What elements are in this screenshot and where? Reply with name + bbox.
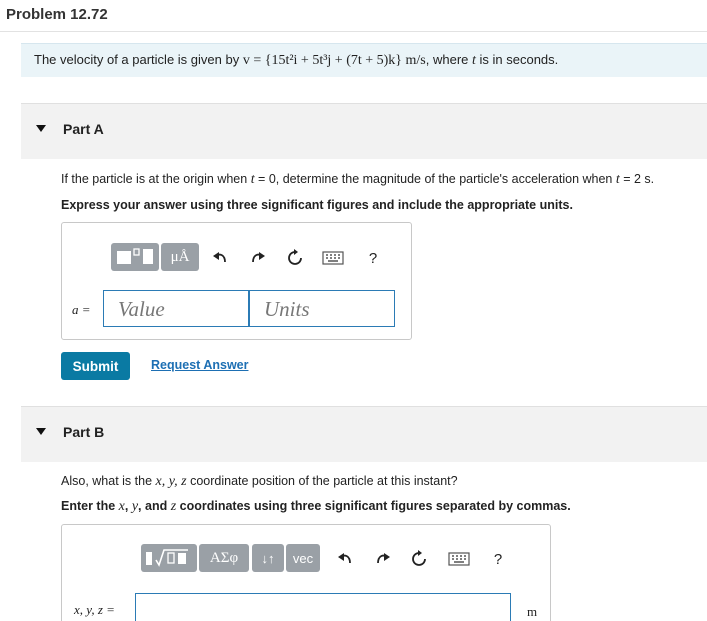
reset-icon[interactable] <box>284 247 306 269</box>
xyz-input[interactable] <box>135 593 511 621</box>
page-title: Problem 12.72 <box>6 6 108 23</box>
keyboard-icon[interactable] <box>322 247 344 269</box>
problem-text: The velocity of a particle is given by v = {15t²i + 5t³j + (7t + 5)k} m/s, where t is in seconds. <box>34 52 559 68</box>
part-b-header[interactable] <box>21 406 707 462</box>
help-icon[interactable]: ? <box>493 550 503 568</box>
units-placeholder: Units <box>264 297 310 321</box>
undo-icon[interactable] <box>334 548 356 570</box>
part-a-label: Part A <box>63 121 104 137</box>
velocity-equation: v = {15t²i + 5t³j + (7t + 5)k} m/s <box>242 53 426 68</box>
templates-button[interactable] <box>111 243 159 271</box>
reset-icon[interactable] <box>408 548 430 570</box>
submit-button[interactable]: Submit <box>61 352 130 380</box>
part-a-question: If the particle is at the origin when t = 0, determine the magnitude of the particle's acceleration when t = 2 s. <box>61 172 655 187</box>
unit-label-m: m <box>527 604 538 619</box>
redo-icon[interactable] <box>372 548 394 570</box>
request-answer-link[interactable]: Request Answer <box>151 358 249 372</box>
keyboard-icon[interactable] <box>448 548 470 570</box>
arrows-button[interactable]: ↓↑ <box>252 544 284 572</box>
greek-button[interactable]: ΑΣφ <box>199 544 249 572</box>
part-b-instruction: Enter the x, y, and z coordinates using three significant figures separated by commas. <box>61 499 571 514</box>
collapse-triangle-icon[interactable] <box>36 428 46 435</box>
value-input[interactable] <box>103 290 249 327</box>
answer-label-a: a = <box>72 302 91 317</box>
part-a-instruction: Express your answer using three significant figures and include the appropriate units. <box>61 198 573 212</box>
title-divider <box>0 31 707 32</box>
part-a-answer-box <box>61 222 412 340</box>
part-b-question: Also, what is the x, y, z coordinate position of the particle at this instant? <box>61 474 458 489</box>
collapse-triangle-icon[interactable] <box>36 125 46 132</box>
templates-icon <box>115 247 155 267</box>
problem-statement <box>21 43 707 77</box>
value-placeholder: Value <box>118 297 165 321</box>
part-b-answer-box <box>61 524 551 621</box>
undo-icon[interactable] <box>209 247 231 269</box>
part-a-header[interactable] <box>21 103 707 159</box>
redo-icon[interactable] <box>247 247 269 269</box>
units-input[interactable] <box>249 290 395 327</box>
help-icon[interactable]: ? <box>368 249 378 267</box>
units-button[interactable]: μÅ <box>161 243 199 271</box>
sqrt-template-icon <box>144 548 194 568</box>
vec-button[interactable]: vec <box>286 544 320 572</box>
part-b-label: Part B <box>63 424 105 440</box>
answer-label-xyz: x, y, z = <box>74 602 115 617</box>
templates-button[interactable] <box>141 544 197 572</box>
